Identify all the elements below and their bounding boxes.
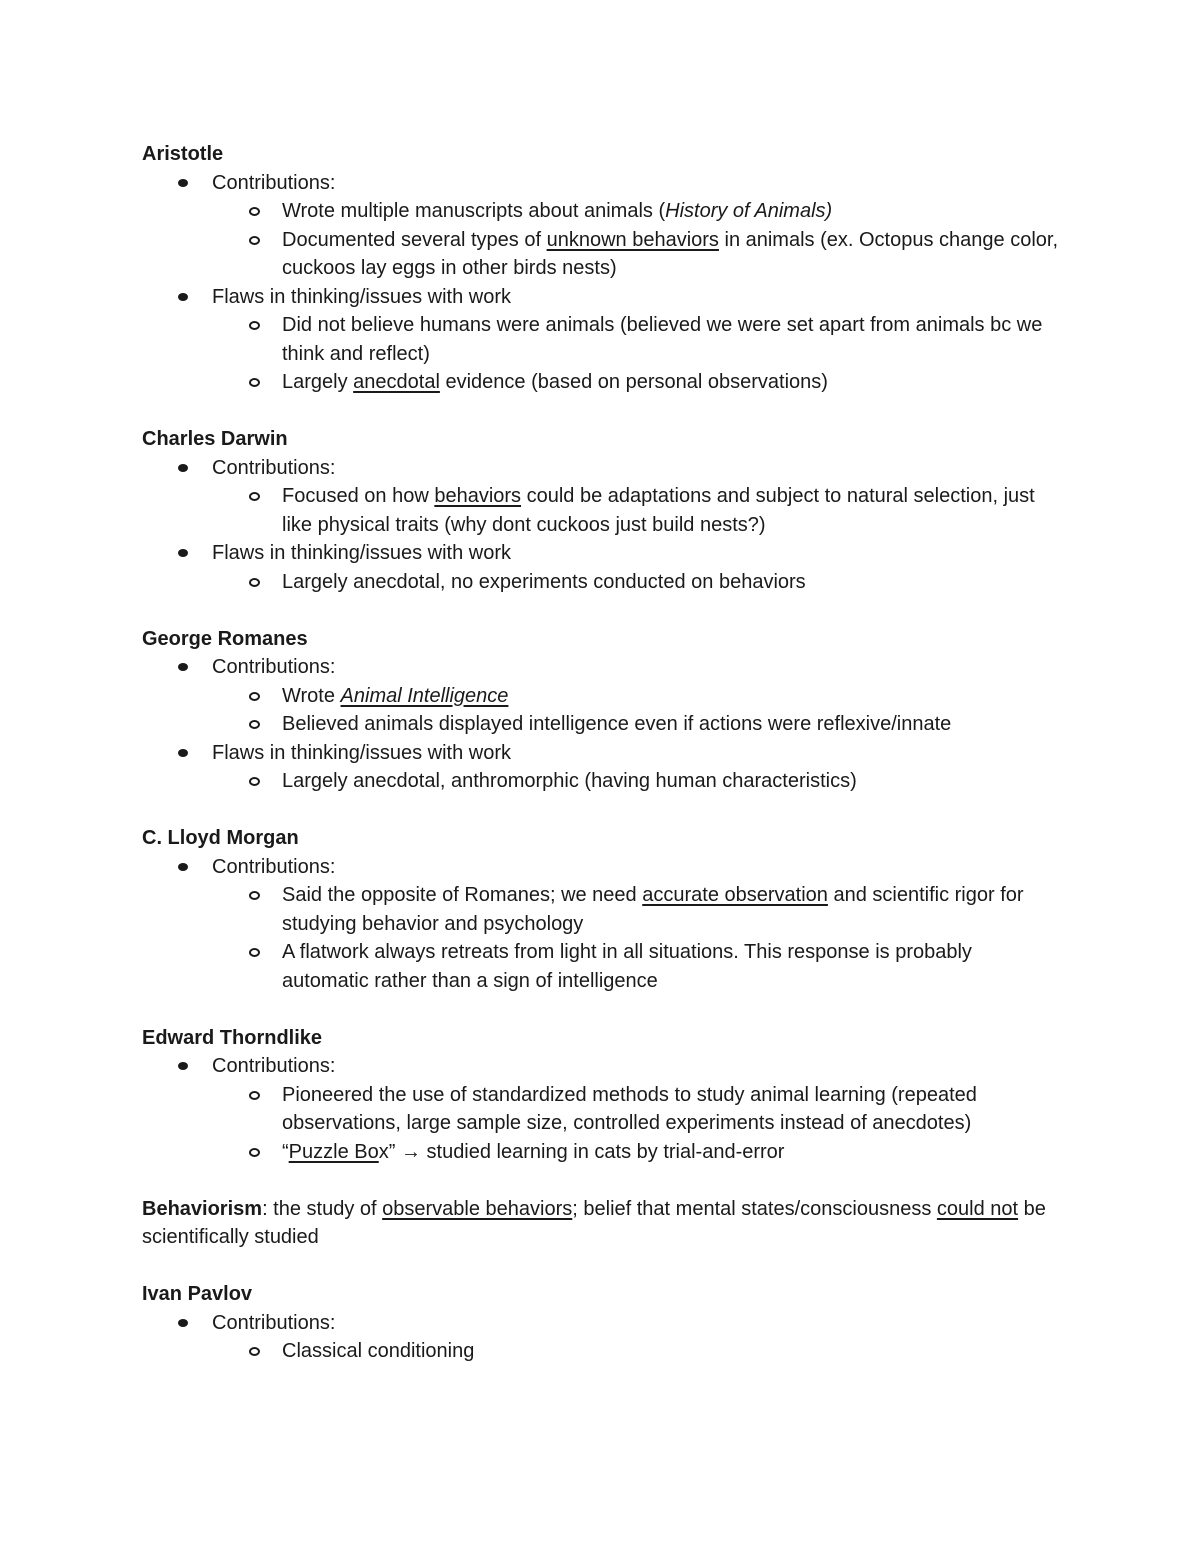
- text: evidence (based on personal observations): [439, 371, 828, 393]
- underlined-text: could not: [936, 1197, 1019, 1220]
- list-item: [142, 1052, 1062, 1166]
- text: Wrote: [282, 684, 341, 707]
- sub-bullet-list: [212, 197, 1062, 283]
- sub-bullet-list: [212, 767, 1062, 796]
- text: ; belief that mental states/consciousness: [572, 1197, 937, 1220]
- bullet-list: [142, 1309, 1062, 1366]
- section-heading: Ivan Pavlov: [142, 1283, 253, 1305]
- list-item: [212, 1138, 1062, 1167]
- italic-text: History of Animals): [665, 200, 833, 222]
- underlined-text: unknown behaviors: [546, 228, 719, 251]
- document-body: [142, 140, 1062, 1394]
- list-item: [142, 169, 1062, 283]
- text: : the study of: [262, 1197, 383, 1220]
- list-item: [142, 653, 1062, 739]
- sub-bullet-list: [212, 482, 1062, 539]
- list-item: [212, 682, 1062, 711]
- flaws-label: Flaws in thinking/issues with work: [212, 285, 511, 308]
- text: in animals (ex. Octopus change color, cuckoos lay eggs in other birds nests): [282, 228, 1058, 279]
- text: be scientifically studied: [142, 1197, 1046, 1248]
- text: x” → studied learning in cats by trial-and-error: [378, 1140, 785, 1163]
- bullet-list: [142, 853, 1062, 996]
- flaws-label: Flaws in thinking/issues with work: [212, 542, 511, 564]
- bullet-list: [142, 1052, 1062, 1166]
- contributions-label: Contributions:: [212, 656, 336, 678]
- list-item: [212, 226, 1062, 283]
- list-item: Pioneered the use of standardized methods to study animal learning (repeated observations, large sample size, controlled experiments instead of anecdotes): [212, 1081, 1062, 1138]
- section-romanes: [142, 625, 1062, 796]
- list-item: Did not believe humans were animals (believed we were set apart from animals bc we think and reflect): [212, 311, 1062, 368]
- list-item: [142, 739, 1062, 796]
- underlined-text: accurate observation: [642, 884, 828, 906]
- contributions-label: Contributions:: [212, 1311, 336, 1334]
- underlined-text: Puzzle Bo: [288, 1140, 379, 1163]
- text: could be adaptations and subject to natural selection, just like physical traits (why dont cuckoos just build nests?): [282, 485, 1035, 536]
- underlined-text: anecdotal: [353, 371, 440, 393]
- section-aristotle: [142, 140, 1062, 397]
- text: Focused on how: [282, 485, 435, 507]
- list-item: Classical conditioning: [212, 1337, 1062, 1366]
- list-item: [212, 482, 1062, 539]
- contributions-label: Contributions:: [212, 855, 336, 878]
- contributions-label: Contributions:: [212, 171, 336, 194]
- sub-bullet-list: [212, 1337, 1062, 1366]
- underlined-text: observable behaviors: [382, 1197, 573, 1220]
- list-item: [142, 539, 1062, 596]
- section-thorndike: [142, 1024, 1062, 1167]
- contributions-label: Contributions:: [212, 456, 336, 479]
- section-heading: Charles Darwin: [142, 428, 288, 450]
- list-item: [142, 454, 1062, 540]
- section-heading: Edward Thorndlike: [142, 1026, 323, 1049]
- list-item: [212, 368, 1062, 397]
- term: Behaviorism: [142, 1197, 263, 1220]
- contributions-label: Contributions:: [212, 1055, 336, 1077]
- section-behaviorism: [142, 1195, 1062, 1252]
- text: and scientific rigor for studying behavior and psychology: [282, 884, 1024, 935]
- sub-bullet-list: [212, 1081, 1062, 1167]
- text: “: [282, 1140, 289, 1163]
- list-item: Largely anecdotal, no experiments conducted on behaviors: [212, 568, 1062, 597]
- text: Documented several types of: [282, 228, 547, 251]
- underlined-text: behaviors: [434, 485, 522, 507]
- list-item: [142, 853, 1062, 996]
- sub-bullet-list: [212, 568, 1062, 597]
- bullet-list: [142, 454, 1062, 597]
- underlined-italic-text: Animal Intelligence: [340, 684, 509, 707]
- list-item: [212, 881, 1062, 938]
- section-morgan: [142, 824, 1062, 995]
- list-item: Believed animals displayed intelligence even if actions were reflexive/innate: [212, 710, 1062, 739]
- section-heading: Aristotle: [142, 143, 224, 165]
- list-item: [142, 283, 1062, 397]
- section-heading: C. Lloyd Morgan: [142, 827, 299, 849]
- text: Wrote multiple manuscripts about animals (: [282, 200, 666, 222]
- sub-bullet-list: [212, 682, 1062, 739]
- flaws-label: Flaws in thinking/issues with work: [212, 741, 511, 764]
- list-item: Largely anecdotal, anthromorphic (having human characteristics): [212, 767, 1062, 796]
- section-heading: George Romanes: [142, 627, 308, 650]
- definition-paragraph: [142, 1195, 1062, 1252]
- list-item: [142, 1309, 1062, 1366]
- text: Said the opposite of Romanes; we need: [282, 884, 643, 906]
- list-item: A flatwork always retreats from light in all situations. This response is probably automatic rather than a sign of intelligence: [212, 938, 1062, 995]
- text: Largely: [282, 371, 354, 393]
- bullet-list: [142, 653, 1062, 796]
- section-pavlov: [142, 1280, 1062, 1366]
- sub-bullet-list: [212, 881, 1062, 995]
- list-item: [212, 197, 1062, 226]
- bullet-list: [142, 169, 1062, 397]
- sub-bullet-list: [212, 311, 1062, 397]
- section-darwin: [142, 425, 1062, 596]
